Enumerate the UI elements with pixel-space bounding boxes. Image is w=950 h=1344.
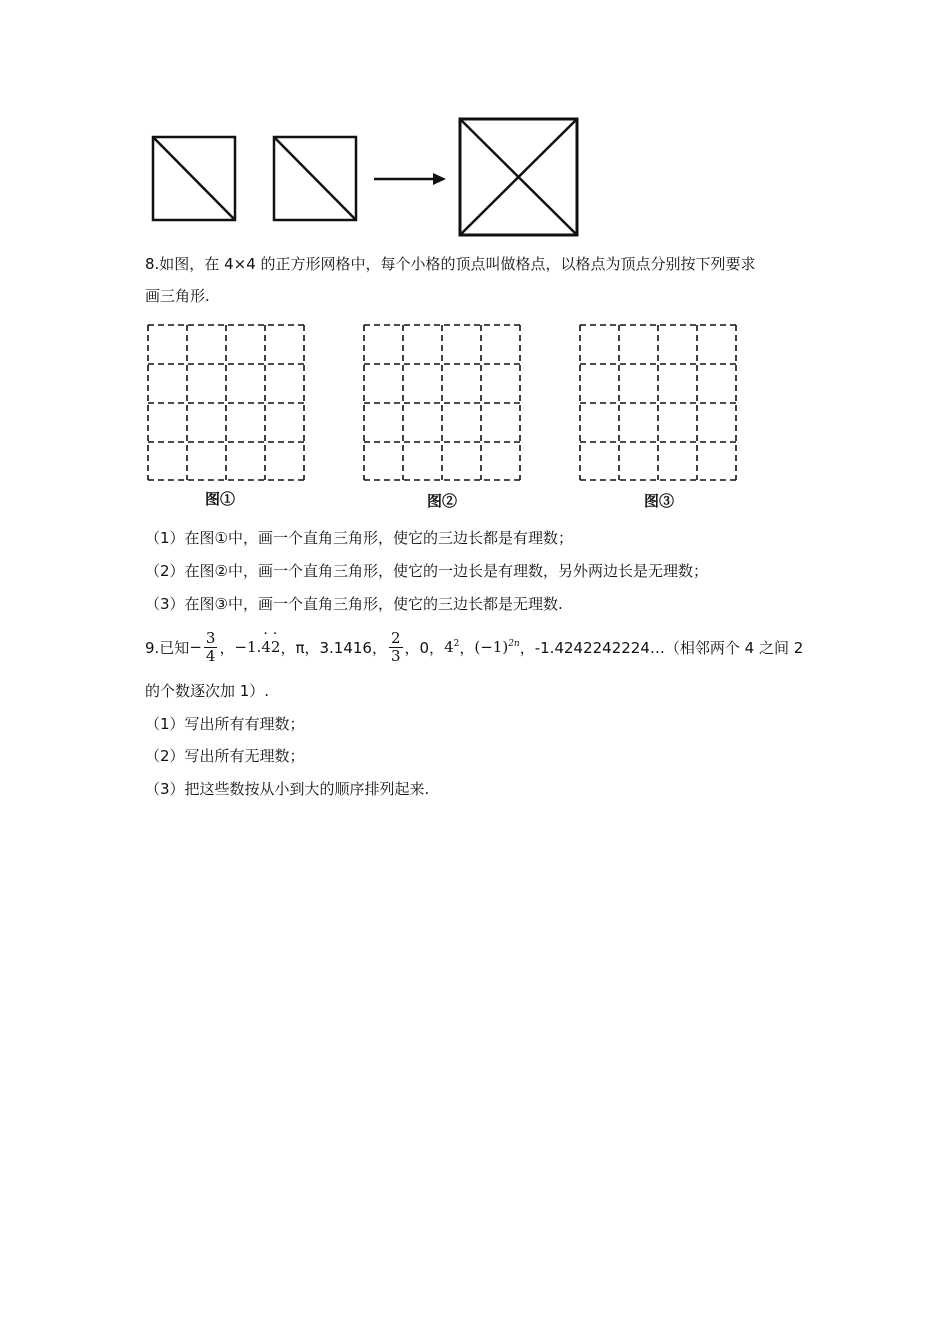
q8-statement-line1: 8.如图，在 4×4 的正方形网格中，每个小格的顶点叫做格点，以格点为顶点分别按下列要求 (145, 255, 756, 273)
grid-caption-2: 图② (426, 492, 457, 510)
grid-caption-1: 图① (204, 490, 235, 508)
fraction-three-quarters (204, 630, 218, 665)
separator: ，0， (404, 638, 445, 657)
q9-tail: ，-1.4242242224…（相邻两个 4 之间 2 (519, 638, 804, 657)
repeating-digit: · 4 (261, 638, 271, 656)
separator: ，π，3.1416， (280, 638, 387, 657)
q9-part-1: （1）写出所有有理数； (145, 715, 305, 733)
fraction-denominator: 4 (205, 646, 216, 665)
q9-prefix: 9.已知 (145, 638, 190, 657)
q9-statement-line2: 的个数逐次加 1）. (145, 682, 270, 700)
fraction-denominator: 3 (390, 646, 401, 665)
decimal-part: −1. (234, 638, 262, 656)
fraction-numerator: 2 (390, 628, 401, 647)
repeating-digit: · 2 (271, 638, 281, 656)
top-figure (140, 110, 600, 240)
separator: ， (459, 638, 475, 657)
power-exponent: 2 (453, 639, 460, 649)
separator: ， (219, 638, 235, 657)
minus-sign: − (189, 638, 202, 656)
q8-part-2: （2）在图②中，画一个直角三角形，使它的一边长是有理数，另外两边长是无理数； (145, 562, 708, 580)
power-exponent: 2n (508, 639, 520, 649)
power-neg-one (474, 638, 519, 656)
repeating-decimal (234, 638, 280, 656)
fraction-two-thirds (389, 630, 403, 665)
q9-part-3: （3）把这些数按从小到大的顺序排列起来. (145, 780, 430, 798)
power-base: (−1) (474, 638, 509, 656)
grid-figure-3 (578, 323, 738, 483)
q8-part-3: （3）在图③中，画一个直角三角形，使它的三边长都是无理数. (145, 595, 563, 613)
fraction-numerator: 3 (205, 628, 216, 647)
q8-part-1: （1）在图①中，画一个直角三角形，使它的三边长都是有理数； (145, 529, 573, 547)
power-base: 4 (444, 638, 454, 656)
q9-part-2: （2）写出所有无理数； (145, 747, 305, 765)
grid-figure-1 (146, 323, 306, 483)
grid-caption-3: 图③ (643, 492, 674, 510)
q8-statement-line2: 画三角形. (145, 287, 210, 305)
grid-figure-2 (362, 323, 522, 483)
power-four-squared (444, 638, 459, 656)
q9-statement-line1 (145, 627, 803, 667)
